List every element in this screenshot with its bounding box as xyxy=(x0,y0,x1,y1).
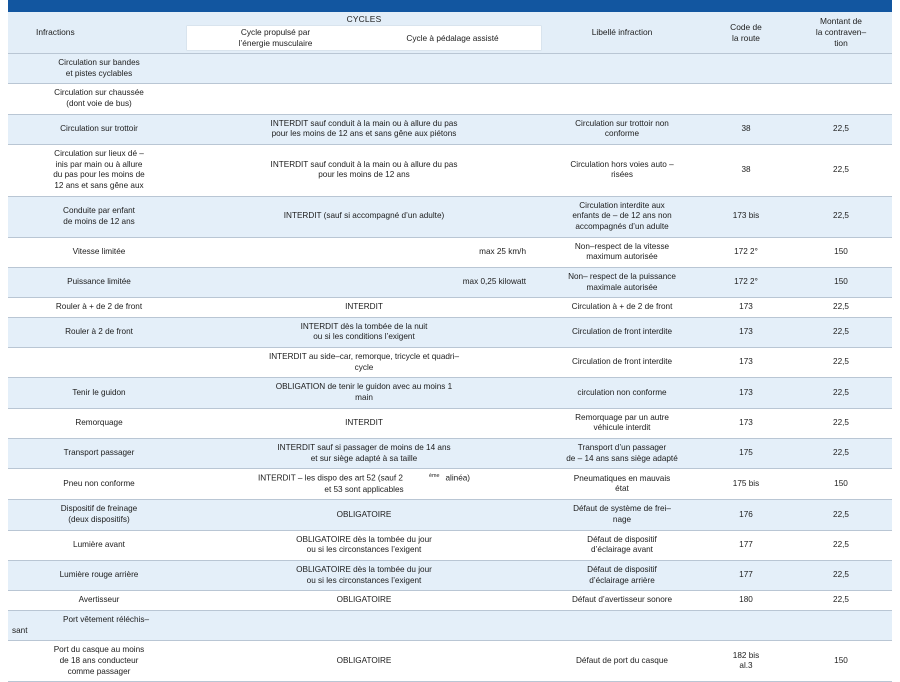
cell-libelle: Défaut d’avertisseur sonore xyxy=(542,591,702,611)
cell-infraction: Avertisseur xyxy=(8,591,186,611)
cell-infraction: Rouler à + de 2 de front xyxy=(8,298,186,318)
header-row xyxy=(8,12,892,54)
cell-infraction: Rouler à 2 de front xyxy=(8,317,186,347)
table-row xyxy=(8,591,892,611)
header-label-cycle-muscular: Cycle propulsé par l’énergie musculaire xyxy=(238,27,313,48)
cell-cycles xyxy=(186,54,542,84)
cell-code-route: 38 xyxy=(702,144,790,196)
cell-cycles: max 0,25 kilowatt xyxy=(186,267,542,297)
cell-infraction: Port du casque au moins de 18 ans conducteur comme passager xyxy=(8,641,186,682)
cell-montant-contravention: 22,5 xyxy=(790,378,892,408)
cell-montant-contravention: 22,5 xyxy=(790,408,892,438)
cell-cycles: OBLIGATOIRE dès la tombée du jour ou si les circonstances l’exigent xyxy=(186,530,542,560)
cycles-subheader-box xyxy=(187,26,541,50)
header-cell-code xyxy=(702,12,790,54)
cell-code-route xyxy=(702,54,790,84)
cell-montant-contravention: 150 xyxy=(790,641,892,682)
cell-libelle: Transport d’un passager de – 14 ans sans siège adapté xyxy=(542,439,702,469)
cell-cycles: OBLIGATOIRE xyxy=(186,500,542,530)
cell-montant-contravention: 22,5 xyxy=(790,144,892,196)
table-row xyxy=(8,84,892,114)
cell-infraction: Conduite par enfant de moins de 12 ans xyxy=(8,196,186,237)
table-row xyxy=(8,530,892,560)
header-label-infractions: Infractions xyxy=(36,27,75,38)
table-row xyxy=(8,439,892,469)
cell-infraction: Transport passager xyxy=(8,439,186,469)
table-row xyxy=(8,378,892,408)
cell-montant-contravention: 22,5 xyxy=(790,591,892,611)
cell-infraction: Lumière rouge arrière xyxy=(8,561,186,591)
cell-montant-contravention: 22,5 xyxy=(790,196,892,237)
cell-montant-contravention xyxy=(790,611,892,641)
table-row xyxy=(8,196,892,237)
cell-libelle: Défaut de système de frei– nage xyxy=(542,500,702,530)
cell-infraction: Remorquage xyxy=(8,408,186,438)
cell-montant-contravention: 22,5 xyxy=(790,348,892,378)
cell-cycles xyxy=(186,84,542,114)
cell-cycles: OBLIGATOIRE dès la tombée du jour ou si les circonstances l’exigent xyxy=(186,561,542,591)
cell-cycles: INTERDIT xyxy=(186,408,542,438)
cell-cycles: INTERDIT – les dispo des art 52 (sauf 2 $^{ème}$ alinéa) et 53 sont applicables xyxy=(186,469,542,500)
cell-libelle xyxy=(542,84,702,114)
header-label-cycle-assisted: Cycle à pédalage assisté xyxy=(406,32,499,43)
cell-cycles: INTERDIT dès la tombée de la nuit ou si les conditions l’exigent xyxy=(186,317,542,347)
table-row xyxy=(8,267,892,297)
cell-montant-contravention: 22,5 xyxy=(790,561,892,591)
cell-montant-contravention: 22,5 xyxy=(790,317,892,347)
header-cell-montant xyxy=(790,12,892,54)
cell-code-route: 172 2° xyxy=(702,237,790,267)
cycle-regulations-table xyxy=(8,0,892,682)
cell-cycles: OBLIGATOIRE xyxy=(186,641,542,682)
cell-infraction: Lumière avant xyxy=(8,530,186,560)
table-row xyxy=(8,54,892,84)
table-row xyxy=(8,144,892,196)
cell-libelle: Circulation à + de 2 de front xyxy=(542,298,702,318)
table-row xyxy=(8,348,892,378)
cell-montant-contravention: 22,5 xyxy=(790,298,892,318)
cell-libelle: Circulation sur trottoir non conforme xyxy=(542,114,702,144)
cell-libelle: Remorquage par un autre véhicule interdit xyxy=(542,408,702,438)
cell-infraction: Circulation sur lieux dé – inis par main ou à allure du pas pour les moins de 12 ans et sans gêne aux xyxy=(8,144,186,196)
cell-libelle: Non–respect de la vitesse maximum autorisée xyxy=(542,237,702,267)
header-label-cycles: CYCLES xyxy=(346,14,382,24)
cell-code-route: 182 bis al.3 xyxy=(702,641,790,682)
table-header xyxy=(8,0,892,54)
cell-infraction: Puissance limitée xyxy=(8,267,186,297)
cell-libelle: Circulation de front interdite xyxy=(542,317,702,347)
cell-cycles: OBLIGATION de tenir le guidon avec au moins 1 main xyxy=(186,378,542,408)
header-label-montant: Montant de la contraven– tion xyxy=(815,16,867,48)
cell-montant-contravention xyxy=(790,54,892,84)
cell-libelle xyxy=(542,54,702,84)
cell-libelle: Circulation de front interdite xyxy=(542,348,702,378)
cell-code-route: 177 xyxy=(702,561,790,591)
cell-infraction: Dispositif de freinage (deux dispositifs) xyxy=(8,500,186,530)
cell-code-route: 173 xyxy=(702,408,790,438)
cell-cycles: INTERDIT au side–car, remorque, tricycle et quadri– cycle xyxy=(186,348,542,378)
cell-code-route: 175 bis xyxy=(702,469,790,500)
top-blue-bar xyxy=(8,0,892,12)
cell-montant-contravention: 150 xyxy=(790,469,892,500)
cell-montant-contravention xyxy=(790,84,892,114)
cell-infraction: Pneu non conforme xyxy=(8,469,186,500)
cell-infraction: Circulation sur chaussée (dont voie de bus) xyxy=(8,84,186,114)
cell-code-route: 172 2° xyxy=(702,267,790,297)
header-label-libelle: Libellé infraction xyxy=(591,27,653,38)
cell-cycles: INTERDIT (sauf si accompagné d’un adulte) xyxy=(186,196,542,237)
cell-code-route: 180 xyxy=(702,591,790,611)
cell-code-route: 175 xyxy=(702,439,790,469)
cell-cycles: INTERDIT sauf conduit à la main ou à allure du pas pour les moins de 12 ans xyxy=(186,144,542,196)
cell-infraction: Vitesse limitée xyxy=(8,237,186,267)
cell-infraction: Port vêtement réléchis– sant xyxy=(8,611,186,641)
table-row xyxy=(8,500,892,530)
cell-infraction: Circulation sur trottoir xyxy=(8,114,186,144)
cell-libelle: Pneumatiques en mauvais état xyxy=(542,469,702,500)
table-row xyxy=(8,317,892,347)
header-cell-cycles xyxy=(186,12,542,54)
cycles-group-wrapper xyxy=(186,12,542,53)
cell-montant-contravention: 22,5 xyxy=(790,439,892,469)
header-cell-libelle xyxy=(542,12,702,54)
table-row xyxy=(8,237,892,267)
table-row xyxy=(8,641,892,682)
cell-libelle: Défaut de port du casque xyxy=(542,641,702,682)
table-body xyxy=(8,54,892,682)
cell-code-route: 173 xyxy=(702,298,790,318)
cell-code-route: 177 xyxy=(702,530,790,560)
cell-cycles: max 25 km/h xyxy=(186,237,542,267)
table-row xyxy=(8,611,892,641)
cell-libelle: Circulation interdite aux enfants de – de 12 ans non accompagnés d’un adulte xyxy=(542,196,702,237)
cell-cycles: OBLIGATOIRE xyxy=(186,591,542,611)
cell-libelle: Défaut de dispositif d’éclairage avant xyxy=(542,530,702,560)
cell-montant-contravention: 22,5 xyxy=(790,114,892,144)
table-row xyxy=(8,298,892,318)
cell-libelle: Défaut de dispositif d’éclairage arrière xyxy=(542,561,702,591)
cell-code-route: 173 xyxy=(702,348,790,378)
cell-code-route: 176 xyxy=(702,500,790,530)
cell-cycles xyxy=(186,611,542,641)
cell-infraction xyxy=(8,348,186,378)
table-row xyxy=(8,469,892,500)
cell-libelle: Circulation hors voies auto – risées xyxy=(542,144,702,196)
table-row xyxy=(8,408,892,438)
cell-code-route: 173 xyxy=(702,378,790,408)
table-row xyxy=(8,114,892,144)
cell-montant-contravention: 22,5 xyxy=(790,530,892,560)
blue-bar-cell xyxy=(8,0,892,12)
cell-cycles: INTERDIT sauf conduit à la main ou à allure du pas pour les moins de 12 ans et sans gêne aux piétons xyxy=(186,114,542,144)
cell-code-route xyxy=(702,84,790,114)
cell-code-route xyxy=(702,611,790,641)
cell-montant-contravention: 150 xyxy=(790,267,892,297)
cell-libelle: circulation non conforme xyxy=(542,378,702,408)
cell-montant-contravention: 150 xyxy=(790,237,892,267)
cell-libelle xyxy=(542,611,702,641)
cell-cycles: INTERDIT xyxy=(186,298,542,318)
table-row xyxy=(8,561,892,591)
cell-code-route: 173 xyxy=(702,317,790,347)
header-cell-infractions xyxy=(8,12,186,54)
cell-libelle: Non– respect de la puissance maximale autorisée xyxy=(542,267,702,297)
cell-infraction: Circulation sur bandes et pistes cyclables xyxy=(8,54,186,84)
cell-code-route: 38 xyxy=(702,114,790,144)
cell-code-route: 173 bis xyxy=(702,196,790,237)
header-label-code: Code de la route xyxy=(730,21,762,43)
cell-montant-contravention: 22,5 xyxy=(790,500,892,530)
cell-infraction: Tenir le guidon xyxy=(8,378,186,408)
cell-cycles: INTERDIT sauf si passager de moins de 14 ans et sur siège adapté à sa taille xyxy=(186,439,542,469)
